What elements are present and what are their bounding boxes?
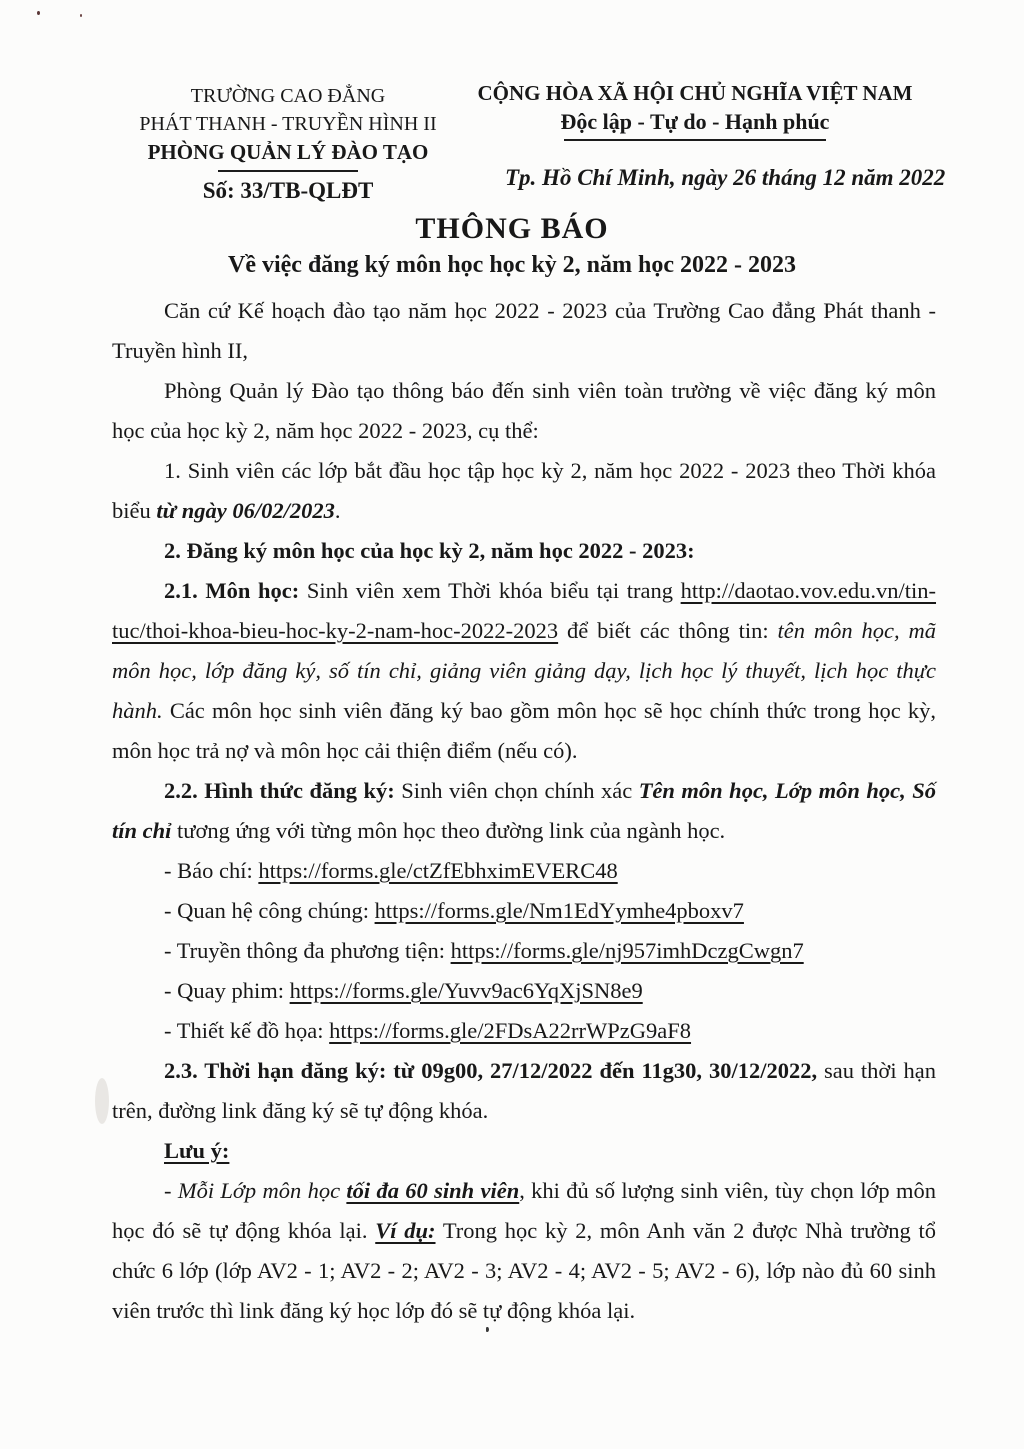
link-thiet-ke-do-hoa — [112, 1011, 936, 1051]
text-run: , khi đủ số lượng sinh viên, tùy chọn lớp môn học đó sẽ tự động khóa lại. — [112, 1178, 936, 1243]
link-truyen-thong-da-phuong-tien — [112, 931, 936, 971]
text-run: . — [334, 498, 341, 523]
item-2-2 — [112, 771, 936, 851]
text-run: - Truyền thông đa phương tiện: — [164, 938, 451, 963]
text-run: tên môn học, mã môn học, lớp đăng ký, số tín chỉ, giảng viên giảng dạy, lịch học lý thuyết, lịch học thực hành. — [112, 618, 936, 723]
national-motto: Độc lập - Tự do - Hạnh phúc — [560, 109, 830, 134]
text-run: Trong học kỳ 2, môn Anh văn 2 được Nhà trường tổ chức 6 lớp (lớp AV2 - 1; AV2 - 2; AV2 - 3; AV2 - 4; AV2 - 5; AV2 - 6), lớp nào đủ 60 sinh viên trước thì link đăng ký học lớp đó sẽ tự động khóa lại. — [112, 1218, 936, 1323]
text-run: tối đa 60 sinh viên — [346, 1178, 520, 1203]
text-run: sau thời hạn trên, đường link đăng ký sẽ tự động khóa. — [112, 1058, 936, 1123]
place-date-line: Tp. Hồ Chí Minh, ngày 26 tháng 12 năm 2022 — [505, 165, 946, 190]
document-subtitle: Về việc đăng ký môn học học kỳ 2, năm học 2022 - 2023 — [227, 252, 797, 278]
link-quay-phim — [112, 971, 936, 1011]
url-link-text[interactable]: http://daotao.vov.edu.vn/tin-tuc/thoi-khoa-bieu-hoc-ky-2-nam-hoc-2022-2023 — [112, 578, 937, 643]
item-1 — [112, 451, 936, 531]
document-title: THÔNG BÁO — [415, 212, 609, 245]
text-run: - Thiết kế đồ họa: — [164, 1018, 330, 1043]
org-department: PHÒNG QUẢN LÝ ĐÀO TẠO — [147, 140, 429, 164]
link-quan-he-cong-chung — [112, 891, 936, 931]
item-2 — [112, 531, 936, 571]
scan-smudge — [95, 1078, 109, 1124]
text-run: Phòng Quản lý Đào tạo thông báo đến sinh viên toàn trường về việc đăng ký môn học của học kỳ 2, năm học 2022 - 2023, cụ thể: — [112, 378, 936, 443]
national-motto-block — [450, 80, 946, 191]
item-2-3 — [112, 1051, 936, 1131]
text-run: - Mỗi Lớp môn học — [164, 1178, 347, 1203]
org-name-line2: PHÁT THANH - TRUYỀN HÌNH II — [139, 113, 437, 135]
text-run: để biết các thông tin: — [558, 618, 778, 643]
url-link-text[interactable]: https://forms.gle/Nm1EdYymhe4pboxv7 — [374, 898, 744, 923]
country-title: CỘNG HÒA XÃ HỘI CHỦ NGHĨA VIỆT NAM — [477, 81, 913, 105]
text-run: 1. Sinh viên các lớp bắt đầu học tập học kỳ 2, năm học 2022 - 2023 theo Thời khóa biểu — [112, 458, 936, 523]
text-run: Căn cứ Kế hoạch đào tạo năm học 2022 - 2023 của Trường Cao đẳng Phát thanh - Truyền hình II, — [112, 298, 936, 363]
link-bao-chi — [112, 851, 936, 891]
text-run: Ví dụ: — [375, 1218, 436, 1243]
scan-speck — [37, 11, 40, 15]
note-item — [112, 1171, 936, 1331]
url-link-text[interactable]: https://forms.gle/2FDsA22rrWPzG9aF8 — [329, 1018, 692, 1043]
issuing-org-block — [118, 82, 458, 205]
text-run: Các môn học sinh viên đăng ký bao gồm môn học sẽ học chính thức trong học kỳ, môn học trả nợ và môn học cải thiện điểm (nếu có). — [112, 698, 936, 763]
text-run: Lưu ý: — [164, 1138, 230, 1163]
url-link-text[interactable]: https://forms.gle/Yuvv9ac6YqXjSN8e9 — [289, 978, 643, 1003]
document-body — [112, 291, 936, 1331]
text-run: 2.3. Thời hạn đăng ký: từ 09g00, 27/12/2022 đến 11g30, 30/12/2022, — [164, 1058, 818, 1083]
item-2-1 — [112, 571, 936, 771]
document-number: Số: 33/TB-QLĐT — [202, 178, 374, 203]
text-run: - Báo chí: — [164, 858, 259, 883]
url-link-text[interactable]: https://forms.gle/ctZfEbhximEVERC48 — [258, 858, 618, 883]
scan-speck — [80, 14, 82, 17]
header-right-rule — [564, 139, 826, 141]
para-thong-bao — [112, 371, 936, 451]
url-link-text[interactable]: https://forms.gle/nj957imhDczgCwgn7 — [450, 938, 804, 963]
text-run: 2.2. Hình thức đăng ký: — [164, 778, 395, 803]
text-run: - Quan hệ công chúng: — [164, 898, 375, 923]
text-run: tương ứng với từng môn học theo đường link của ngành học. — [171, 818, 726, 843]
text-run: 2.1. Môn học: — [164, 578, 300, 603]
text-run: - Quay phim: — [164, 978, 290, 1003]
text-run: Sinh viên xem Thời khóa biểu tại trang — [299, 578, 681, 603]
text-run: Sinh viên chọn chính xác — [394, 778, 639, 803]
text-run: Tên môn học, Lớp môn học, Số tín chỉ — [112, 778, 936, 843]
header-left-rule — [218, 170, 358, 172]
text-run: từ ngày 06/02/2023 — [156, 498, 335, 523]
text-run: 2. Đăng ký môn học của học kỳ 2, năm học 2022 - 2023: — [164, 538, 695, 563]
org-name-line1: TRƯỜNG CAO ĐẲNG — [190, 85, 386, 107]
note-heading — [112, 1131, 936, 1171]
para-can-cu — [112, 291, 936, 371]
